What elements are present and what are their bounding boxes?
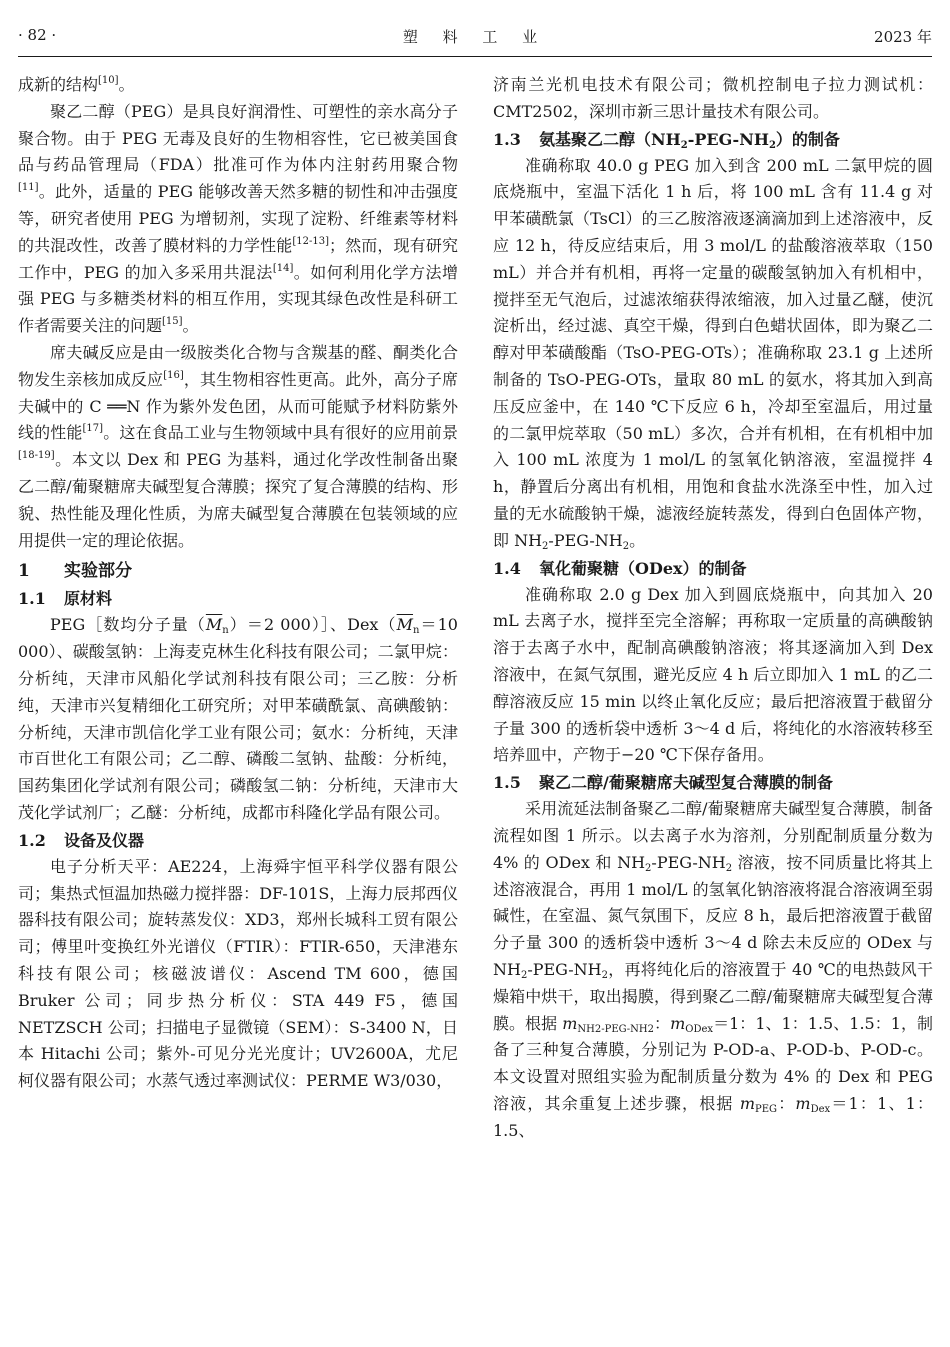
citation: [15] — [162, 316, 183, 328]
paragraph-materials: PEG［数均分子量$(\overline{M}_n)=2$ 000）］、$Dex(\overline{M}_n=10$ 000）、碳酸氢钠：上海麦克林生化科技有限公司；二氯甲烷：分析纯，天津市风船化学试剂科技有限公司；三乙胺：分析纯，天津市兴复精细化工研究所；对甲苯磺酰氯、高碘酸钠：分析纯，天津市凯信化学工业有限公司；氨水：分析纯，天津市百世化工有限公司；乙二醇、磷酸二氢钠、盐酸：分析纯，国药集团化学试剂有限公司；磷酸氢二钠：分析纯，天津市大茂化学试剂厂；乙醚：分析纯，成都市科隆化学品有限公司。 — [18, 615, 458, 822]
citation: [10] — [98, 75, 119, 86]
running-header — [18, 26, 932, 57]
left-column — [18, 72, 458, 1095]
paragraph-continuation: 成新的结构[10]。 — [18, 75, 135, 94]
citation: [17] — [82, 423, 104, 435]
citation: [12-13] — [292, 235, 329, 247]
right-column — [493, 72, 933, 1144]
paragraph-film-prep: 采用流延法制备聚乙二醇/葡聚糖席夫碱型复合薄膜，制备流程如图 1 所示。以去离子水为溶剂，分别配制质量分数为 4% 的 ODex 和 $NH_2-PEG-NH_2$ 溶液，按不同质量比将其上述溶液混合，再用 1 mol/L 的氢氧化钠溶液将混合溶液调至弱碱性，在室温、氮气氛围下，反应 8 h，最后把溶液置于截留分子量 300 的透析袋中透析 3～4 d 除去未反应的 ODex 与 $NH_2-PEG-NH_2$，再将纯化后的溶液置于 40 ℃的电热鼓风干燥箱中烘干，取出揭膜，得到聚乙二醇/葡聚糖席夫碱型复合薄膜。根据 $m_{NH2-PEG-NH2}$：$m_{ODex}=1$：1、1：1.5、1.5：1，制备了三种复合薄膜，分别记为 P-OD-a、P-OD-b、P-OD-c。本文设置对照组实验为配制质量分数为 4% 的 Dex 和 PEG 溶液，其余重复上述步骤，根据 $m_{PEG}$：$m_{Dex}=1$：1、1：1.5、 — [493, 799, 933, 1140]
journal-name: 塑 料 工 业 — [402, 28, 548, 46]
section-heading-1-5: 1.5 聚乙二醇/葡聚糖席夫碱型复合薄膜的制备 — [493, 773, 833, 793]
citation: [18-19] — [18, 450, 55, 462]
paragraph-equipment: 电子分析天平：AE224，上海舜宇恒平科学仪器有限公司；集热式恒温加热磁力搅拌器：DF-101S，上海力辰邦西仪器科技有限公司；旋转蒸发仪：XD3，郑州长城科工贸有限公司；傅里叶变换红外光谱仪（FTIR）：FTIR-650，天津港东科技有限公司；核磁波谱仪：Ascend TM 600，德国 Bruker 公司；同步热分析仪：STA 449 F5，德国 NETZSCH 公司；扫描电子显微镜（SEM）：S-3400 N，日本 Hitachi 公司；紫外-可见分光光度计；UV2600A，尤尼柯仪器有限公司；水蒸气透过率测试仪：PERME W3/030， — [18, 856, 458, 1091]
citation: [16] — [163, 369, 184, 381]
page-number: · 82 · — [18, 26, 57, 44]
paragraph-schiff-base: 席夫碱反应是由一级胺类化合物与含羰基的醛、酮类化合物发生亲核加成反应[16]，其生物相容性更高。此外，高分子席夫碱中的 C ══N 作为紫外发色团，从而可能赋予材料防紫外线的性能[17]。这在食品工业与生物领域中具有很好的应用前景[18-19]。本文以 Dex 和 PEG 为基料，通过化学改性制备出聚乙二醇/葡聚糖席夫碱型复合薄膜；探究了复合薄膜的结构、形貌、热性能及理化性质，为席夫碱型复合薄膜在包装领域的应用提供一定的理论依据。 — [18, 342, 458, 550]
paragraph-equipment-continued: 济南兰光机电技术有限公司；微机控制电子拉力测试机：CMT2502，深圳市新三思计量技术有限公司。 — [493, 75, 933, 121]
citation: [11] — [18, 182, 39, 194]
publication-year: 2023 年 — [874, 28, 932, 46]
paragraph-peg-intro: 聚乙二醇（PEG）是具良好润滑性、可塑性的亲水高分子聚合物。由于 PEG 无毒及良好的生物相容性，它已被美国食品与药品管理局（FDA）批准可作为体内注射药用聚合物[11]。此外，适量的 PEG 能够改善天然多糖的韧性和冲击强度等，研究者使用 PEG 为增韧剂，实现了淀粉、纤维素等材料的共混改性，改善了膜材料的力学性能[12-13]；然而，现有研究工作中，PEG 的加入多采用共混法[14]。如何利用化学方法增强 PEG 与多糖类材料的相互作用，实现其绿色改性是科研工作者需要关注的问题[15]。 — [18, 101, 458, 336]
section-heading-1-1: 1.1 原材料 — [18, 589, 113, 609]
section-heading-1-3: 1.3 氨基聚乙二醇$(NH_2-PEG-NH_2)$的制备 — [493, 129, 840, 151]
section-heading-1-2: 1.2 设备及仪器 — [18, 830, 145, 850]
section-heading-1-4: 1.4 氧化葡聚糖（ODex）的制备 — [493, 558, 747, 578]
paragraph-odex-prep: 准确称取 2.0 g Dex 加入到圆底烧瓶中，向其加入 20 mL 去离子水，搅拌至完全溶解；再称取一定质量的高碘酸钠溶于去离子水中，配制高碘酸钠溶液；将其逐滴加入到 Dex 溶液中，在氮气氛围，避光反应 4 h 后立即加入 1 mL 的乙二醇溶液反应 15 min 以终止氧化反应；最后把溶液置于截留分子量 300 的透析袋中透析 3～4 d 后，将纯化的水溶液转移至培养皿中，产物于−20 ℃下保存备用。 — [493, 584, 933, 765]
paragraph-amino-peg-prep: 准确称取 40.0 g PEG 加入到含 200 mL 二氯甲烷的圆底烧瓶中，室温下活化 1 h 后，将 100 mL 含有 11.4 g 对甲苯磺酰氯（TsCl）的三乙胺溶液逐滴滴加到上述溶液中，反应 12 h，待反应结束后，用 3 mol/L 的盐酸溶液萃取（150 mL）并合并有机相，再将一定量的碳酸氢钠加入有机相中，搅拌至无气泡后，过滤浓缩获得浓缩液，加入过量乙醚，使沉淀析出，经过滤、真空干燥，得到白色蜡状固体，即为聚乙二醇对甲苯磺酸酯（TsO-PEG-OTs）；准确称取 23.1 g 上述所制备的 TsO-PEG-OTs，量取 80 mL 的氨水，将其加入到高压反应釜中，在 140 ℃下反应 6 h，冷却至室温后，用过量的二氯甲烷萃取（50 mL）多次，合并有机相，在有机相中加入 100 mL 浓度为 1 mol/L 的氢氧化钠溶液，室温搅拌 4 h，静置后分离出有机相，用饱和食盐水洗涤至中性，加入过量的无水硫酸钠干燥，滤液经旋转蒸发，得到白色固体产物，即 $NH_2-PEG-NH_2$。 — [493, 155, 933, 552]
citation: [14] — [272, 262, 294, 274]
section-heading-1: 1 实验部分 — [18, 561, 132, 582]
